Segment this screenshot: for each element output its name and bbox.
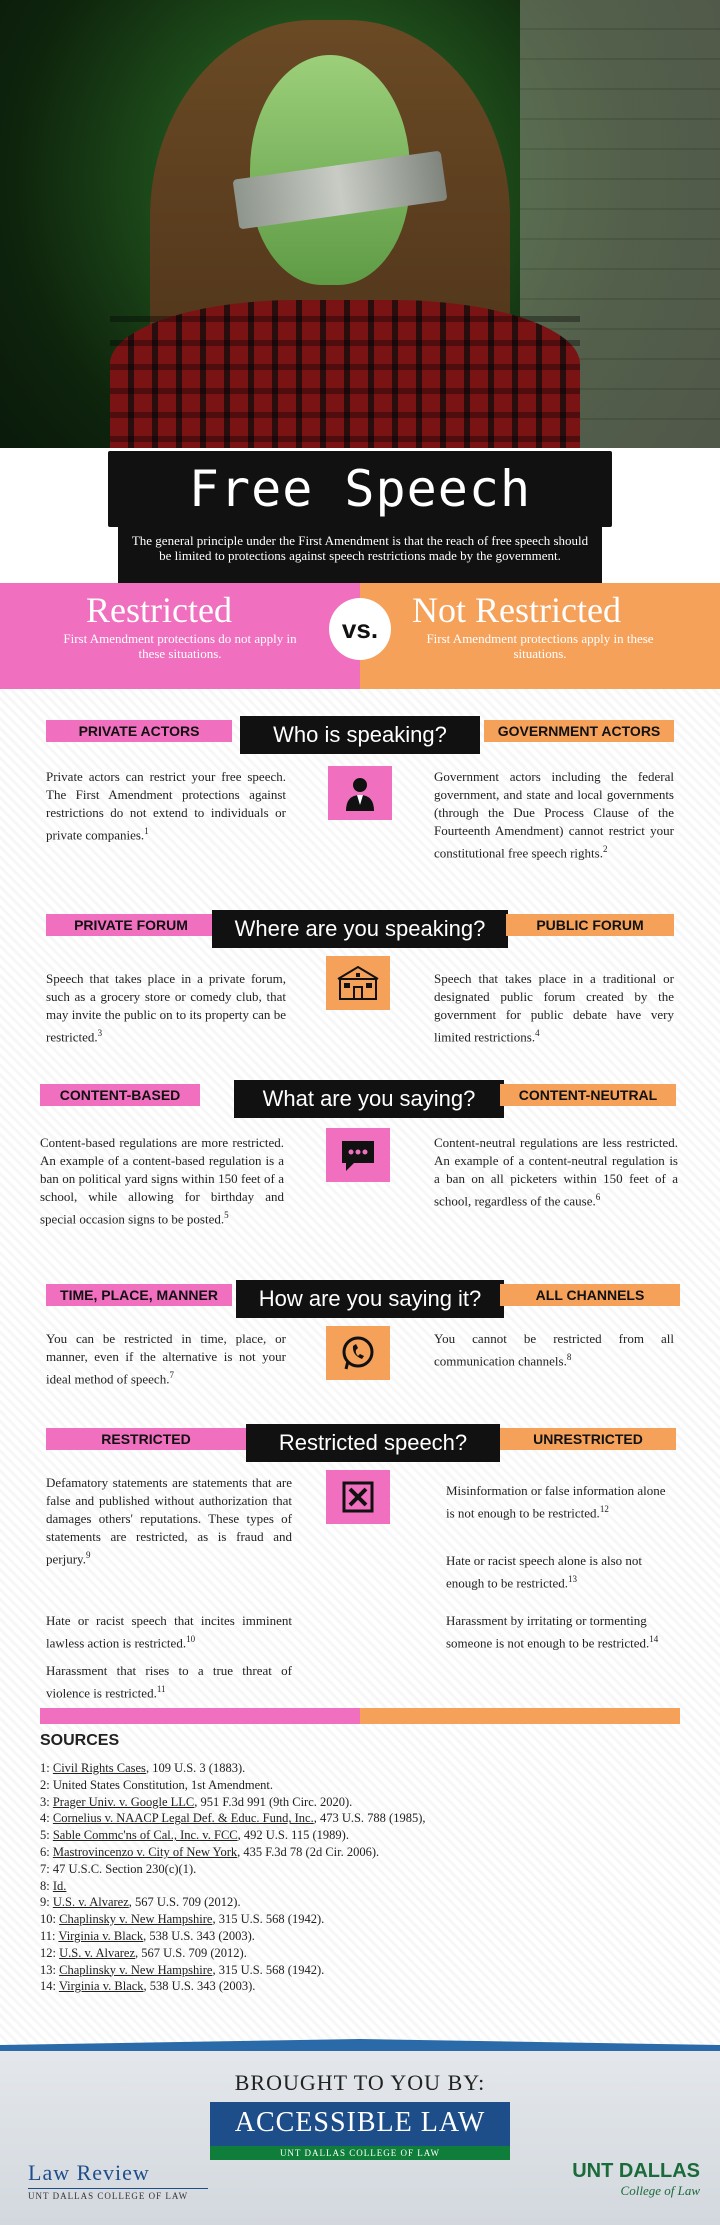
- source-number: 14:: [40, 1979, 56, 1994]
- text-public-forum: Speech that takes place in a traditional or designated public forum created by the government for public debate have very limited restrictions.$^4$: [434, 971, 674, 1045]
- source-number: 1:: [40, 1761, 50, 1775]
- restricted-item-3: Harassment that rises to a true threat of violence is restricted.$^{11}$: [46, 1663, 292, 1701]
- unrestricted-item-3: Harassment by irritating or tormenting someone is not enough to be restricted.$^{14}$: [446, 1613, 659, 1651]
- source-number: 3:: [40, 1794, 50, 1809]
- page-title: Free Speech: [188, 460, 532, 518]
- source-link[interactable]: Prager Univ. v. Google LLC: [52, 1794, 195, 1809]
- divider-bar: [40, 1708, 680, 1724]
- source-item: [40, 1861, 426, 1878]
- source-number: 11:: [40, 1928, 56, 1943]
- source-item: [40, 1978, 426, 1995]
- source-link[interactable]: Civil Rights Cases: [52, 1761, 146, 1775]
- source-citation: , 538 U.S. 343 (2003).: [143, 1979, 256, 1994]
- x-box-icon: [326, 1470, 390, 1524]
- building-icon: [326, 956, 390, 1010]
- unrestricted-item-2: Hate or racist speech alone is also not enough to be restricted.$^{13}$: [446, 1553, 643, 1591]
- source-citation: , 315 U.S. 568 (1942).: [212, 1912, 325, 1927]
- tag-public-forum: PUBLIC FORUM: [506, 914, 674, 936]
- intro-text: The general principle under the First Amendment is that the reach of free speech should be limited to protections against speech restrictions made by the government.: [118, 527, 602, 583]
- source-item: [40, 1777, 426, 1794]
- accessible-law-logo[interactable]: ACCESSIBLE LAW UNT DALLAS COLLEGE OF LAW: [210, 2102, 510, 2160]
- source-citation: , 567 U.S. 709 (2012).: [135, 1945, 247, 1960]
- source-item: [40, 1794, 426, 1811]
- source-citation: , 473 U.S. 788 (1985),: [313, 1811, 426, 1826]
- law-review-logo[interactable]: Law Review UNT DALLAS COLLEGE OF LAW: [28, 2160, 208, 2201]
- text-content-based: Content-based regulations are more restricted. An example of a content-based regulation is a ban on political yard signs within 150 feet of a school, while allowing for birthday and special occasion signs to be posted.$^5$: [40, 1135, 284, 1227]
- source-citation: , 538 U.S. 343 (2003).: [143, 1928, 255, 1943]
- section-where: [0, 910, 720, 1060]
- source-item: [40, 1844, 426, 1861]
- source-citation: , 567 U.S. 709 (2012).: [128, 1895, 241, 1910]
- question-where: Where are you speaking?: [212, 910, 508, 948]
- source-number: 4:: [40, 1811, 50, 1826]
- text-content-neutral: Content-neutral regulations are less restricted. An example of a content-neutral regulation is a ban on all picketers within 150 feet of a school, regardless of the cause.$^6$: [434, 1135, 678, 1209]
- restricted-item-1: Defamatory statements are statements that are false and published without authorization that damages others' reputations. These types of statements are restricted, as is fraud and perjury.$^9$: [46, 1475, 292, 1567]
- tag-private-actors: PRIVATE ACTORS: [46, 720, 232, 742]
- tag-unrestricted: UNRESTRICTED: [500, 1428, 676, 1450]
- source-number: 8:: [40, 1878, 50, 1893]
- source-item: [40, 1911, 426, 1928]
- source-link[interactable]: Cornelius v. NAACP Legal Def. & Educ. Fund, Inc.: [52, 1811, 314, 1826]
- source-citation: , 951 F.3d 991 (9th Circ. 2020).: [194, 1794, 353, 1809]
- restricted-title: Restricted: [86, 590, 232, 630]
- not-restricted-note: First Amendment protections apply in these situations.: [426, 631, 654, 661]
- source-link[interactable]: Id.: [52, 1878, 67, 1893]
- brought-to-you-by: BROUGHT TO YOU BY:: [234, 2070, 486, 2095]
- not-restricted-title: Not Restricted: [412, 590, 621, 630]
- section-how: [0, 1280, 720, 1430]
- tag-time-place-manner: TIME, PLACE, MANNER: [46, 1284, 232, 1306]
- source-number: 5:: [40, 1828, 50, 1843]
- source-item: [40, 1945, 426, 1962]
- source-item: [40, 1827, 426, 1844]
- source-item: [40, 1760, 426, 1777]
- question-what: What are you saying?: [234, 1080, 504, 1118]
- text-private-actors: Private actors can restrict your free speech. The First Amendment protections against restrictions do not extend to individuals or private companies.$^1$: [46, 769, 286, 843]
- tag-content-neutral: CONTENT-NEUTRAL: [500, 1084, 676, 1106]
- tag-all-channels: ALL CHANNELS: [500, 1284, 680, 1306]
- source-item: [40, 1962, 426, 1979]
- sources-heading: SOURCES: [40, 1732, 120, 1749]
- section-who: [0, 716, 720, 896]
- phone-message-icon: [326, 1326, 390, 1380]
- unt-dallas-logo[interactable]: UNT DALLAS College of Law: [572, 2160, 700, 2198]
- source-link[interactable]: U.S. v. Alvarez: [52, 1895, 129, 1910]
- title-box: [108, 451, 612, 527]
- source-link[interactable]: Virginia v. Black: [58, 1928, 144, 1943]
- source-number: 13:: [40, 1962, 56, 1977]
- section-what: [0, 1080, 720, 1280]
- question-who: Who is speaking?: [240, 716, 480, 754]
- tag-restricted: RESTRICTED: [46, 1428, 246, 1450]
- text-government-actors: Government actors including the federal government, and state and local governments (through the Due Process Clause of the Fourteenth Amendment) cannot restrict your constitutional free speech rights.$^2$: [434, 769, 674, 861]
- sources-list: [40, 1760, 426, 1995]
- source-citation: , 315 U.S. 568 (1942).: [212, 1962, 325, 1977]
- source-citation: , 109 U.S. 3 (1883).: [145, 1761, 246, 1775]
- chat-bubble-icon: [326, 1128, 390, 1182]
- text-all-channels: You cannot be restricted from all communication channels.$^8$: [434, 1331, 674, 1369]
- restricted-note: First Amendment protections do not apply in these situations.: [63, 631, 297, 661]
- question-restricted: Restricted speech?: [246, 1424, 500, 1462]
- question-how: How are you saying it?: [236, 1280, 504, 1318]
- unrestricted-item-1: Misinformation or false information alone is not enough to be restricted.$^{12}$: [446, 1483, 666, 1521]
- source-number: 9:: [40, 1895, 50, 1910]
- tag-private-forum: PRIVATE FORUM: [46, 914, 216, 936]
- text-private-forum: Speech that takes place in a private forum, such as a grocery store or comedy club, that may invite the public on to its property can be restricted.$^3$: [46, 971, 286, 1045]
- restricted-item-2: Hate or racist speech that incites imminent lawless action is restricted.$^{10}$: [46, 1613, 292, 1651]
- vs-badge: vs.: [329, 598, 391, 660]
- section-restricted-speech: [0, 1424, 720, 1704]
- source-link[interactable]: U.S. v. Alvarez: [59, 1945, 136, 1960]
- source-link[interactable]: Virginia v. Black: [58, 1979, 144, 1994]
- person-icon: [328, 766, 392, 820]
- source-number: 10:: [40, 1912, 56, 1927]
- source-link[interactable]: Chaplinsky v. New Hampshire: [59, 1962, 213, 1977]
- source-item: [40, 1928, 426, 1945]
- source-citation: , 492 U.S. 115 (1989).: [237, 1828, 349, 1843]
- text-time-place-manner: You can be restricted in time, place, or manner, even if the alternative is not your ideal method of speech.$^7$: [46, 1331, 286, 1387]
- tag-government-actors: GOVERNMENT ACTORS: [484, 720, 674, 742]
- source-number: 6:: [40, 1844, 50, 1859]
- source-number: 7:: [40, 1861, 50, 1876]
- source-item: [40, 1810, 426, 1827]
- source-number: 2:: [40, 1777, 50, 1792]
- source-citation: 47 U.S.C. Section 230(c)(1).: [52, 1861, 197, 1876]
- source-citation: , 435 F.3d 78 (2d Cir. 2006).: [237, 1844, 380, 1859]
- plaid-shirt: [110, 300, 580, 448]
- source-link[interactable]: Sable Commc'ns of Cal., Inc. v. FCC: [52, 1828, 238, 1843]
- source-citation: United States Constitution, 1st Amendment.: [52, 1777, 273, 1792]
- source-link[interactable]: Mastrovincenzo v. City of New York: [52, 1844, 238, 1859]
- source-item: [40, 1878, 426, 1895]
- hero-photo: [0, 0, 720, 448]
- tag-content-based: CONTENT-BASED: [40, 1084, 200, 1106]
- source-item: [40, 1894, 426, 1911]
- source-link[interactable]: Chaplinsky v. New Hampshire: [59, 1912, 213, 1927]
- source-number: 12:: [40, 1945, 56, 1960]
